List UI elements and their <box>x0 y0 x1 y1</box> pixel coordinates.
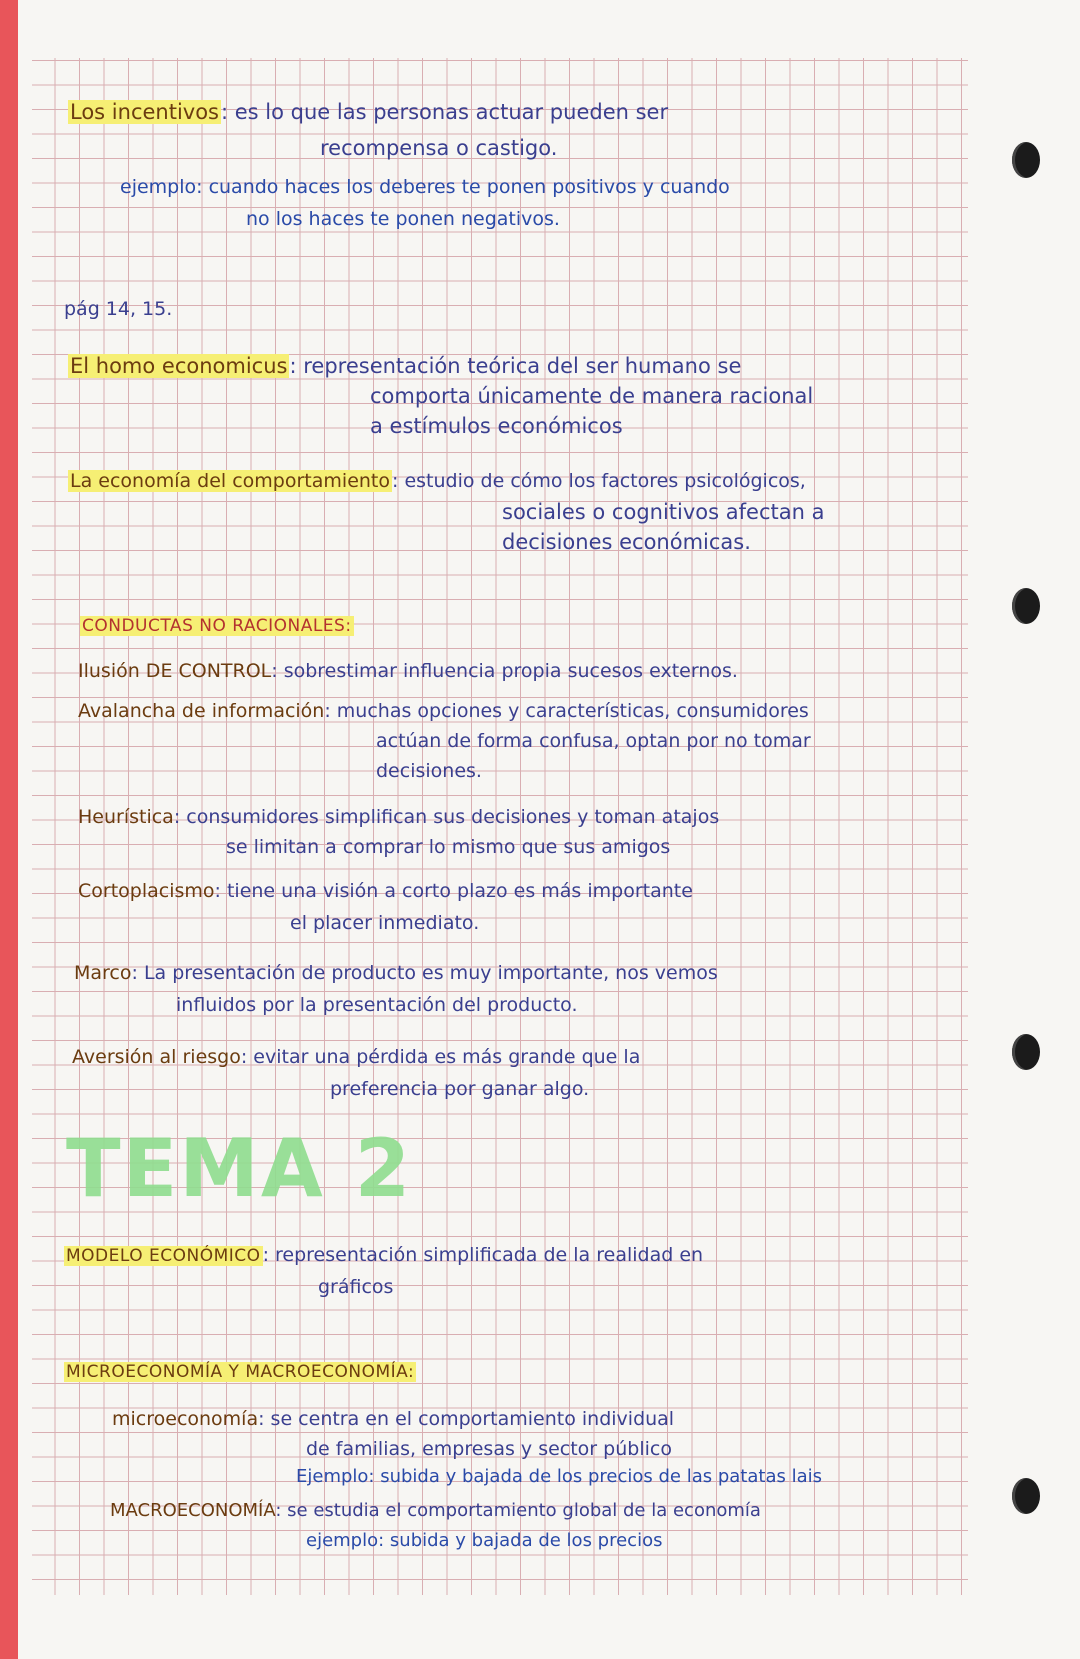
economia-def-2: sociales o cognitivos afectan a <box>502 500 825 524</box>
economia-def-1: : estudio de cómo los factores psicológicos, <box>392 470 806 492</box>
micro-term: microeconomía <box>112 1408 259 1430</box>
tema-heading: TEMA 2 <box>66 1122 413 1215</box>
micro-line-1 <box>112 1408 674 1430</box>
modelo-line-1 <box>64 1244 703 1266</box>
micro-example: Ejemplo: subida y bajada de los precios de las patatas lais <box>296 1466 822 1487</box>
marco-def-2: influidos por la presentación del producto. <box>176 994 578 1016</box>
homo-def-3: a estímulos económicos <box>370 414 623 438</box>
conductas-heading <box>80 612 354 636</box>
heuristica-def-2: se limitan a comprar lo mismo que sus amigos <box>226 836 671 858</box>
homo-def-1: : representación teórica del ser humano se <box>289 354 742 378</box>
homo-line-1 <box>68 354 741 378</box>
cortoplacismo-term: Cortoplacismo <box>78 880 215 902</box>
ilusion-def: : sobrestimar influencia propia sucesos externos. <box>271 660 738 682</box>
macro-example: ejemplo: subida y bajada de los precios <box>306 1530 663 1551</box>
modelo-def-1: : representación simplificada de la realidad en <box>262 1244 704 1266</box>
micro-macro-heading <box>64 1358 416 1382</box>
cortoplacismo-line-1 <box>78 880 693 902</box>
cortoplacismo-def-1: : tiene una visión a corto plazo es más importante <box>214 880 693 902</box>
economia-term: La economía del comportamiento <box>70 470 390 492</box>
heuristica-def-1: : consumidores simplifican sus decisiones y toman atajos <box>173 806 720 828</box>
heuristica-term: Heurística <box>78 806 174 828</box>
economia-line-1 <box>68 470 806 492</box>
incentivos-def-1: : es lo que las personas actuar pueden ser <box>221 100 669 124</box>
micro-macro-title: MICROECONOMÍA Y MACROECONOMÍA: <box>66 1362 415 1382</box>
page-top-margin <box>18 0 1080 58</box>
avalancha-term: Avalancha de información <box>78 700 325 722</box>
ilusion-line <box>78 660 738 682</box>
homo-term: El homo economicus <box>70 354 288 378</box>
punch-hole-4 <box>1012 1478 1040 1514</box>
punch-hole-1 <box>1012 142 1040 178</box>
conductas-title: CONDUCTAS NO RACIONALES: <box>82 616 352 636</box>
incentivos-example-2: no los haces te ponen negativos. <box>246 208 560 230</box>
incentivos-def-2: recompensa o castigo. <box>320 136 558 160</box>
punch-hole-2 <box>1012 588 1040 624</box>
homo-def-2: comporta únicamente de manera racional <box>370 384 814 408</box>
micro-def-2: de familias, empresas y sector público <box>306 1438 672 1460</box>
marco-def-1: : La presentación de producto es muy importante, nos vemos <box>131 962 718 984</box>
cortoplacismo-def-2: el placer inmediato. <box>290 912 480 934</box>
aversion-line-1 <box>72 1046 640 1068</box>
avalancha-def-1: : muchas opciones y características, consumidores <box>324 700 809 722</box>
page-right-margin <box>968 0 1080 1659</box>
avalancha-line-1 <box>78 700 809 722</box>
macro-def-1: : se estudia el comportamiento global de la economía <box>275 1500 761 1521</box>
modelo-def-2: gráficos <box>318 1276 394 1298</box>
incentivos-line-1 <box>68 100 668 124</box>
modelo-term: MODELO ECONÓMICO <box>66 1246 261 1266</box>
avalancha-def-3: decisiones. <box>376 760 482 782</box>
ilusion-term: Ilusión DE CONTROL <box>78 660 272 682</box>
incentivos-example-1: ejemplo: cuando haces los deberes te ponen positivos y cuando <box>120 176 730 198</box>
punch-hole-3 <box>1012 1034 1040 1070</box>
micro-def-1: : se centra en el comportamiento individual <box>258 1408 675 1430</box>
macro-term: MACROECONOMÍA <box>110 1500 276 1521</box>
marco-term: Marco <box>74 962 132 984</box>
aversion-term: Aversión al riesgo <box>72 1046 241 1068</box>
macro-line-1 <box>110 1500 761 1521</box>
marco-line-1 <box>74 962 718 984</box>
page-bottom-margin <box>18 1595 1080 1659</box>
aversion-def-2: preferencia por ganar algo. <box>330 1078 590 1100</box>
heuristica-line-1 <box>78 806 719 828</box>
economia-def-3: decisiones económicas. <box>502 530 751 554</box>
aversion-def-1: : evitar una pérdida es más grande que la <box>240 1046 641 1068</box>
avalancha-def-2: actúan de forma confusa, optan por no tomar <box>376 730 811 752</box>
red-margin <box>0 0 18 1659</box>
page-reference: pág 14, 15. <box>64 298 173 320</box>
page-left-edge <box>18 0 32 1659</box>
incentivos-term: Los incentivos <box>70 100 219 124</box>
